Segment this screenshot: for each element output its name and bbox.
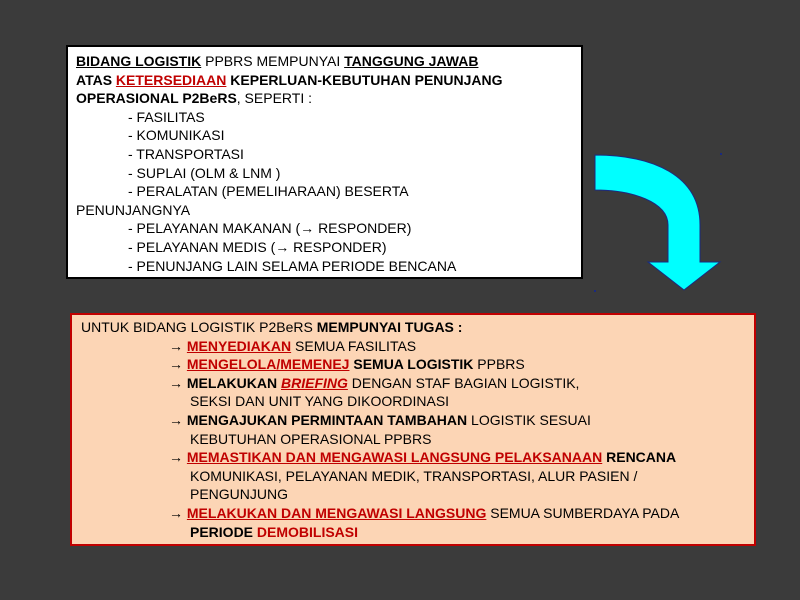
task-continuation: SEKSI DAN UNIT YANG DIKOORDINASI (190, 393, 450, 410)
right-arrow-icon: → (169, 337, 183, 354)
task-keyword: MELAKUKAN (186, 374, 281, 391)
task-continuation: PENGUNJUNG (190, 486, 289, 503)
task-keyword: MENGELOLA/MEMENEJ (186, 356, 350, 373)
tasks-intro (81, 318, 746, 337)
task-item (81, 355, 746, 374)
list-item: - SUPLAI (OLM & LNM ) (128, 164, 281, 181)
task-item (81, 411, 746, 430)
task-text: SEMUA SUMBERDAYA PADA (486, 504, 680, 521)
list-item: - TRANSPORTASI (128, 145, 244, 162)
list-item: - PELAYANAN MEDIS (→ RESPONDER) (128, 238, 387, 255)
task-continuation: KOMUNIKASI, PELAYANAN MEDIK, TRANSPORTASI, ALUR PASIEN / (190, 467, 638, 484)
keperluan-text: KEPERLUAN-KEBUTUHAN PENUNJANG (226, 71, 503, 88)
task-item (81, 337, 746, 356)
bidang-logistik-label: BIDANG LOGISTIK (76, 53, 202, 69)
task-text: LOGISTIK SESUAI (467, 411, 591, 428)
curved-down-arrow-icon (592, 150, 722, 295)
intro-text: UNTUK BIDANG LOGISTIK P2BeRS (81, 319, 317, 335)
task-keyword: MENYEDIAKAN (186, 337, 292, 354)
task-continuation (81, 523, 746, 542)
task-text: SEMUA FASILITAS (291, 337, 417, 354)
right-arrow-icon: → (169, 449, 183, 466)
list-item-wrap: PENUNJANGNYA (76, 201, 191, 218)
logistics-responsibility-box (66, 45, 583, 279)
demobilisasi-label: DEMOBILISASI (256, 523, 359, 540)
resp-line-3 (76, 89, 573, 108)
resp-line-1 (76, 52, 573, 71)
mempunyai-tugas-label: MEMPUNYAI TUGAS : (316, 319, 463, 335)
periode-label: PERIODE (190, 523, 257, 540)
resp-line-2 (76, 71, 573, 90)
task-keyword: MENGAJUKAN PERMINTAAN TAMBAHAN (186, 411, 468, 428)
right-arrow-icon: → (169, 374, 183, 391)
seperti-text: , SEPERTI : (236, 90, 312, 107)
right-arrow-icon: → (169, 411, 183, 428)
task-text-bold: SEMUA LOGISTIK (349, 356, 474, 373)
right-arrow-icon: → (169, 356, 183, 373)
list-item: - PENUNJANG LAIN SELAMA PERIODE BENCANA (128, 257, 457, 274)
task-continuation: KEBUTUHAN OPERASIONAL PPBRS (190, 430, 432, 447)
task-item (81, 504, 746, 523)
task-keyword: MELAKUKAN DAN MENGAWASI LANGSUNG (186, 504, 487, 521)
task-keyword: MEMASTIKAN DAN MENGAWASI LANGSUNG PELAKSANAAN (186, 449, 603, 466)
ketersediaan-label: KETERSEDIAAN (115, 71, 227, 88)
operasional-label: OPERASIONAL P2BeRS (76, 90, 237, 107)
tanggung-jawab-label: TANGGUNG JAWAB (344, 53, 479, 69)
task-item (81, 448, 746, 467)
task-item (81, 374, 746, 393)
task-text: DENGAN STAF BAGIAN LOGISTIK, (347, 374, 580, 391)
task-text: PPBRS (473, 356, 525, 373)
list-item: - KOMUNIKASI (128, 127, 225, 144)
list-item: - PERALATAN (PEMELIHARAAN) BESERTA (128, 183, 409, 200)
list-item: - PELAYANAN MAKANAN (→ RESPONDER) (128, 220, 412, 237)
decorative-dot (720, 153, 722, 155)
task-text-bold: RENCANA (602, 449, 677, 466)
right-arrow-icon: → (169, 504, 183, 521)
list-item: - FASILITAS (128, 108, 205, 125)
resp-text: PPBRS MEMPUNYAI (201, 53, 345, 69)
atas-text: ATAS (76, 71, 116, 88)
decorative-dot (594, 290, 596, 292)
logistics-tasks-box (70, 313, 756, 546)
briefing-label: BRIEFING (281, 374, 348, 391)
